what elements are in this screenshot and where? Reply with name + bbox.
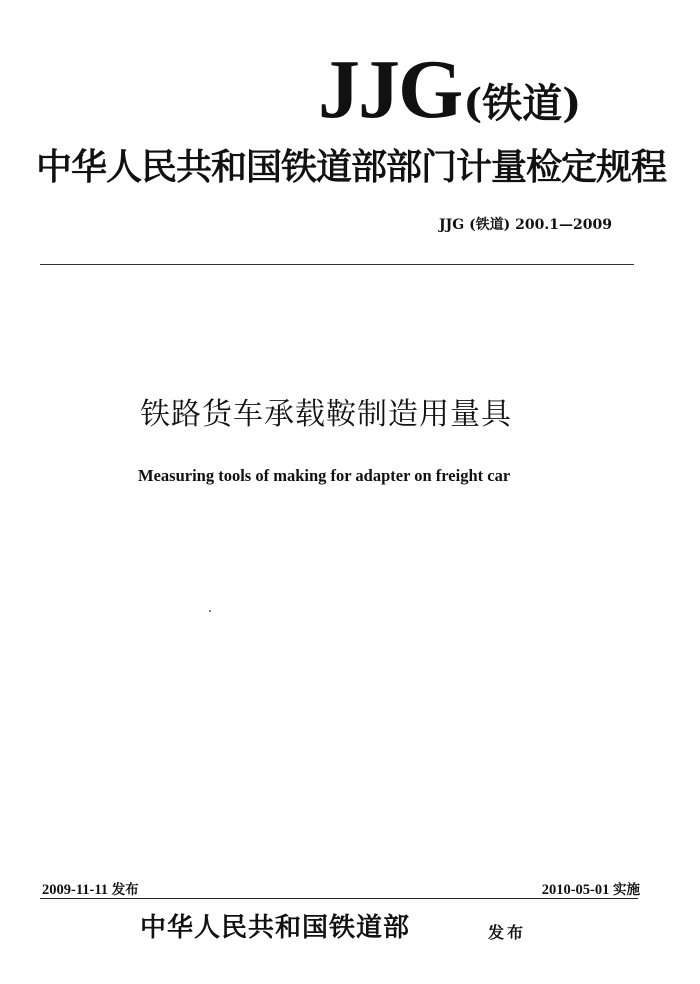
bottom-divider: [40, 898, 638, 899]
ministry-title: 中华人民共和国铁道部部门计量检定规程: [36, 146, 667, 188]
jjg-logo: [318, 43, 638, 136]
issue-date: 2009-11-11: [42, 882, 109, 898]
effective-label: 实施: [613, 882, 640, 898]
logo-sub-text: (铁道): [463, 80, 582, 127]
scan-speck: [209, 610, 211, 612]
publish-label: 发布: [488, 923, 527, 942]
effective-date: 2010-05-01: [541, 882, 610, 898]
logo-main-text: JJG: [318, 43, 462, 136]
publisher-name: 中华人民共和国铁道部: [140, 913, 411, 943]
document-title-english: Measuring tools of making for adapter on freight car: [138, 466, 511, 485]
top-divider: [40, 264, 634, 265]
issue-label: 发布: [111, 882, 139, 898]
standard-code: JJG (铁道) 200.1—2009: [438, 217, 612, 233]
issue-date-line: [42, 878, 139, 899]
document-title-chinese: 铁路货车承载鞍制造用量具: [140, 397, 512, 432]
effective-date-line: [542, 878, 640, 899]
